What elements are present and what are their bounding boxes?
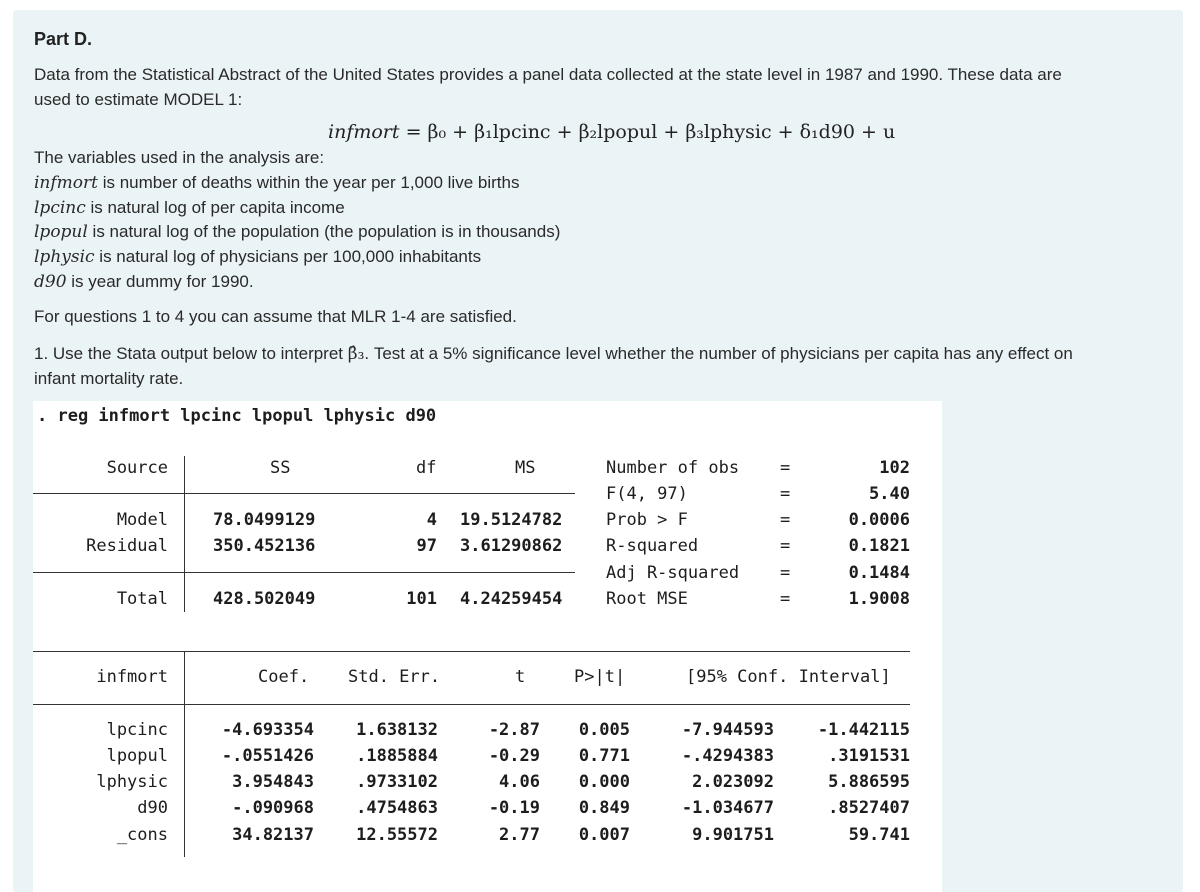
ci-low: 9.901751	[692, 825, 774, 845]
intro-line-1: Data from the Statistical Abstract of the United States provides a panel data collected at the state level in 1987 and 1990. These data are	[34, 65, 1062, 84]
anova-rule-mid	[33, 572, 575, 573]
stat-label-rmse: Root MSE	[606, 589, 688, 609]
anova-ss-residual: 350.452136	[213, 536, 316, 556]
ci-high: .3191531	[828, 746, 910, 766]
intro-line-2: used to estimate MODEL 1:	[34, 90, 243, 109]
stat-label-f: F(4, 97)	[606, 484, 688, 504]
t-value: 2.77	[499, 825, 540, 845]
anova-source-model: Model	[116, 510, 168, 530]
coef-header-se: Std. Err.	[348, 667, 441, 687]
coef-value: -.090968	[232, 798, 314, 818]
anova-df-model: 4	[426, 510, 437, 530]
stat-value-probf: 0.0006	[848, 510, 910, 530]
variable-name: lpopul	[34, 222, 88, 242]
se-value: .9733102	[356, 772, 438, 792]
anova-header-df: df	[416, 458, 437, 478]
variable-item-lpcinc	[34, 198, 345, 218]
part-title: Part D.	[34, 29, 93, 49]
p-value: 0.849	[578, 798, 630, 818]
se-value: 1.638132	[356, 720, 438, 740]
stat-eq: =	[780, 589, 791, 609]
stat-eq: =	[780, 510, 791, 530]
coef-header-t: t	[515, 667, 526, 687]
anova-header-ss: SS	[270, 458, 291, 478]
se-value: .4754863	[356, 798, 438, 818]
p-value: 0.007	[578, 825, 630, 845]
equation-rhs: β₀ + β₁lpcinc + β₂lpopul + β₃lphysic + δ₁d90 + u	[427, 121, 896, 143]
p-value: 0.005	[578, 720, 630, 740]
stat-value-nobs: 102	[879, 458, 910, 478]
stat-label-probf: Prob > F	[606, 510, 688, 530]
stat-eq: =	[780, 563, 791, 583]
ci-high: -1.442115	[817, 720, 910, 740]
variable-desc: is natural log of per capita income	[85, 198, 345, 217]
anova-ss-model: 78.0499129	[213, 510, 316, 530]
anova-divider	[184, 456, 185, 612]
anova-source-residual: Residual	[86, 536, 168, 556]
anova-header-source: Source	[106, 458, 168, 478]
question-post: . Test at a 5% significance level whether the number of physicians per capita has any effect on	[364, 344, 1073, 363]
t-value: -2.87	[488, 720, 540, 740]
anova-ms-residual: 3.61290862	[460, 536, 563, 556]
coef-rule-top	[33, 651, 910, 652]
anova-df-total: 101	[406, 589, 437, 609]
coef-value: -.0551426	[221, 746, 314, 766]
coef-header-var: infmort	[96, 667, 168, 687]
t-value: -0.29	[488, 746, 540, 766]
p-value: 0.000	[578, 772, 630, 792]
stat-label-r2: R-squared	[606, 536, 699, 556]
t-value: 4.06	[499, 772, 540, 792]
coef-divider	[184, 651, 185, 857]
ci-low: 2.023092	[692, 772, 774, 792]
variable-name: d90	[34, 272, 67, 292]
variable-name: lpcinc	[34, 198, 86, 218]
anova-ss-total: 428.502049	[213, 589, 316, 609]
coef-value: -4.693354	[221, 720, 314, 740]
coef-var-lphysic: lphysic	[96, 772, 168, 792]
coef-header-ci: [95% Conf. Interval]	[686, 667, 891, 687]
coef-value: 34.82137	[232, 825, 314, 845]
question-pre: 1. Use the Stata output below to interpret	[34, 344, 348, 363]
model-equation	[328, 121, 895, 143]
se-value: 12.55572	[356, 825, 438, 845]
stata-command: . reg infmort lpcinc lpopul lphysic d90	[37, 406, 437, 426]
variables-heading: The variables used in the analysis are:	[34, 148, 325, 167]
variable-item-lphysic	[34, 247, 481, 267]
variable-desc: is number of deaths within the year per 1,000 live births	[98, 173, 520, 192]
coef-header-p: P>|t|	[574, 667, 626, 687]
anova-ms-model: 19.5124782	[460, 510, 563, 530]
anova-header-ms: MS	[515, 458, 536, 478]
coef-value: 3.954843	[232, 772, 314, 792]
variable-item-d90	[34, 272, 254, 292]
variable-item-lpopul	[34, 222, 560, 242]
ci-low: -1.034677	[681, 798, 774, 818]
question-1-line-2: infant mortality rate.	[34, 369, 184, 388]
ci-low: -.4294383	[681, 746, 774, 766]
ci-high: .8527407	[828, 798, 910, 818]
t-value: -0.19	[488, 798, 540, 818]
ci-high: 5.886595	[828, 772, 910, 792]
stat-value-r2: 0.1821	[848, 536, 910, 556]
coef-var-lpcinc: lpcinc	[106, 720, 168, 740]
equation-lhs: infmort	[328, 121, 400, 143]
stat-eq: =	[780, 484, 791, 504]
coef-var-d90: d90	[137, 798, 168, 818]
stat-value-rmse: 1.9008	[848, 589, 910, 609]
equation-equals: =	[399, 121, 428, 143]
stat-value-adjr2: 0.1484	[848, 563, 910, 583]
beta-hat-3: β̂₃	[347, 344, 365, 364]
stat-eq: =	[780, 458, 791, 478]
coef-var-cons: _cons	[116, 825, 168, 845]
ci-high: 59.741	[848, 825, 910, 845]
question-1	[34, 344, 1073, 364]
ci-low: -7.944593	[681, 720, 774, 740]
variable-desc: is natural log of the population (the population is in thousands)	[87, 222, 561, 241]
coef-var-lpopul: lpopul	[106, 746, 168, 766]
anova-ms-total: 4.24259454	[460, 589, 563, 609]
variable-name: lphysic	[34, 247, 95, 267]
variable-item-infmort	[34, 173, 519, 193]
anova-df-residual: 97	[416, 536, 437, 556]
stat-label-adjr2: Adj R-squared	[606, 563, 740, 583]
assumption-text: For questions 1 to 4 you can assume that MLR 1-4 are satisfied.	[34, 307, 517, 326]
coef-rule-mid	[33, 704, 910, 705]
stat-eq: =	[780, 536, 791, 556]
anova-source-total: Total	[116, 589, 168, 609]
se-value: .1885884	[356, 746, 438, 766]
variable-name: infmort	[34, 173, 98, 193]
anova-rule-top	[33, 493, 575, 494]
p-value: 0.771	[578, 746, 630, 766]
coef-header-coef: Coef.	[258, 667, 310, 687]
stat-label-nobs: Number of obs	[606, 458, 740, 478]
stat-value-f: 5.40	[869, 484, 910, 504]
stata-output	[33, 401, 942, 892]
variable-desc: is year dummy for 1990.	[66, 272, 254, 291]
variable-desc: is natural log of physicians per 100,000 inhabitants	[94, 247, 482, 266]
